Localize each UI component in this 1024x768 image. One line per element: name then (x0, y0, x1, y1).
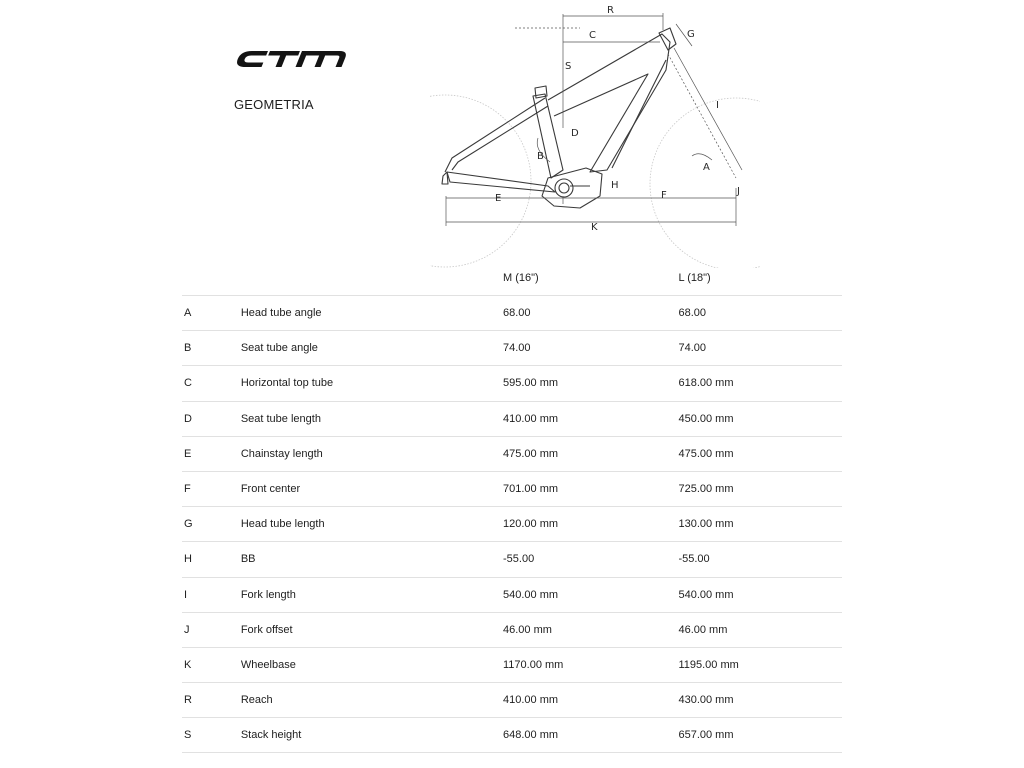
row-code: C (182, 366, 241, 401)
row-m-value: 410.00 mm (503, 401, 678, 436)
table-row (182, 507, 842, 542)
row-m-value: 595.00 mm (503, 366, 678, 401)
ctm-logo (230, 46, 354, 72)
row-l-value: 618.00 mm (678, 366, 842, 401)
table-row (182, 436, 842, 471)
row-name: Wheelbase (241, 647, 503, 682)
label-r: R (607, 5, 614, 16)
row-m-value: 475.00 mm (503, 436, 678, 471)
down-tube (612, 60, 666, 168)
row-code: R (182, 683, 241, 718)
row-code: E (182, 436, 241, 471)
row-l-value: 1195.00 mm (678, 647, 842, 682)
row-m-value: 540.00 mm (503, 577, 678, 612)
row-name: Fork offset (241, 612, 503, 647)
row-name: Front center (241, 471, 503, 506)
row-code: G (182, 507, 241, 542)
header-size-l: L (18") (678, 261, 842, 296)
row-m-value: 648.00 mm (503, 718, 678, 753)
row-l-value: 540.00 mm (678, 577, 842, 612)
row-l-value: 130.00 mm (678, 507, 842, 542)
row-m-value: 120.00 mm (503, 507, 678, 542)
row-m-value: 410.00 mm (503, 683, 678, 718)
label-g: G (687, 29, 695, 40)
label-j: J (737, 186, 740, 197)
row-name: Seat tube length (241, 401, 503, 436)
table-row (182, 683, 842, 718)
row-code: I (182, 577, 241, 612)
label-f: F (661, 190, 667, 201)
top-tube (548, 34, 670, 172)
table-row (182, 718, 842, 753)
table-row (182, 542, 842, 577)
row-l-value: 450.00 mm (678, 401, 842, 436)
row-m-value: 74.00 (503, 331, 678, 366)
bike-geometry-diagram (430, 0, 760, 268)
row-name: BB (241, 542, 503, 577)
table-row (182, 331, 842, 366)
table-row (182, 577, 842, 612)
row-m-value: 46.00 mm (503, 612, 678, 647)
header-size-m: M (16") (503, 261, 678, 296)
row-code: D (182, 401, 241, 436)
table-row (182, 647, 842, 682)
header-name (241, 261, 503, 296)
row-m-value: -55.00 (503, 542, 678, 577)
row-name: Head tube length (241, 507, 503, 542)
row-l-value: 430.00 mm (678, 683, 842, 718)
label-c: C (589, 30, 596, 41)
row-code: K (182, 647, 241, 682)
row-name: Stack height (241, 718, 503, 753)
row-code: S (182, 718, 241, 753)
label-i: I (716, 100, 719, 111)
table-row (182, 401, 842, 436)
row-code: A (182, 296, 241, 331)
header-code (182, 261, 241, 296)
row-code: H (182, 542, 241, 577)
row-l-value: 46.00 mm (678, 612, 842, 647)
label-b: B (537, 151, 544, 162)
label-e: E (495, 193, 502, 204)
row-l-value: 725.00 mm (678, 471, 842, 506)
row-name: Chainstay length (241, 436, 503, 471)
row-l-value: 74.00 (678, 331, 842, 366)
row-name: Fork length (241, 577, 503, 612)
row-l-value: 475.00 mm (678, 436, 842, 471)
row-m-value: 701.00 mm (503, 471, 678, 506)
label-d: D (571, 128, 579, 139)
label-h: H (611, 180, 619, 191)
table-row (182, 296, 842, 331)
row-l-value: -55.00 (678, 542, 842, 577)
chain-stay (447, 172, 555, 192)
row-m-value: 68.00 (503, 296, 678, 331)
table-row (182, 612, 842, 647)
front-wheel (650, 98, 760, 268)
row-code: F (182, 471, 241, 506)
table-header-row (182, 261, 842, 296)
row-name: Seat tube angle (241, 331, 503, 366)
row-code: B (182, 331, 241, 366)
row-m-value: 1170.00 mm (503, 647, 678, 682)
row-name: Horizontal top tube (241, 366, 503, 401)
row-name: Head tube angle (241, 296, 503, 331)
row-name: Reach (241, 683, 503, 718)
label-s: S (565, 61, 572, 72)
row-code: J (182, 612, 241, 647)
label-a: A (703, 162, 710, 173)
label-k: K (591, 222, 598, 233)
table-row (182, 366, 842, 401)
page-title: GEOMETRIA (234, 97, 314, 112)
geometry-table (182, 261, 842, 753)
row-l-value: 657.00 mm (678, 718, 842, 753)
table-row (182, 471, 842, 506)
row-l-value: 68.00 (678, 296, 842, 331)
